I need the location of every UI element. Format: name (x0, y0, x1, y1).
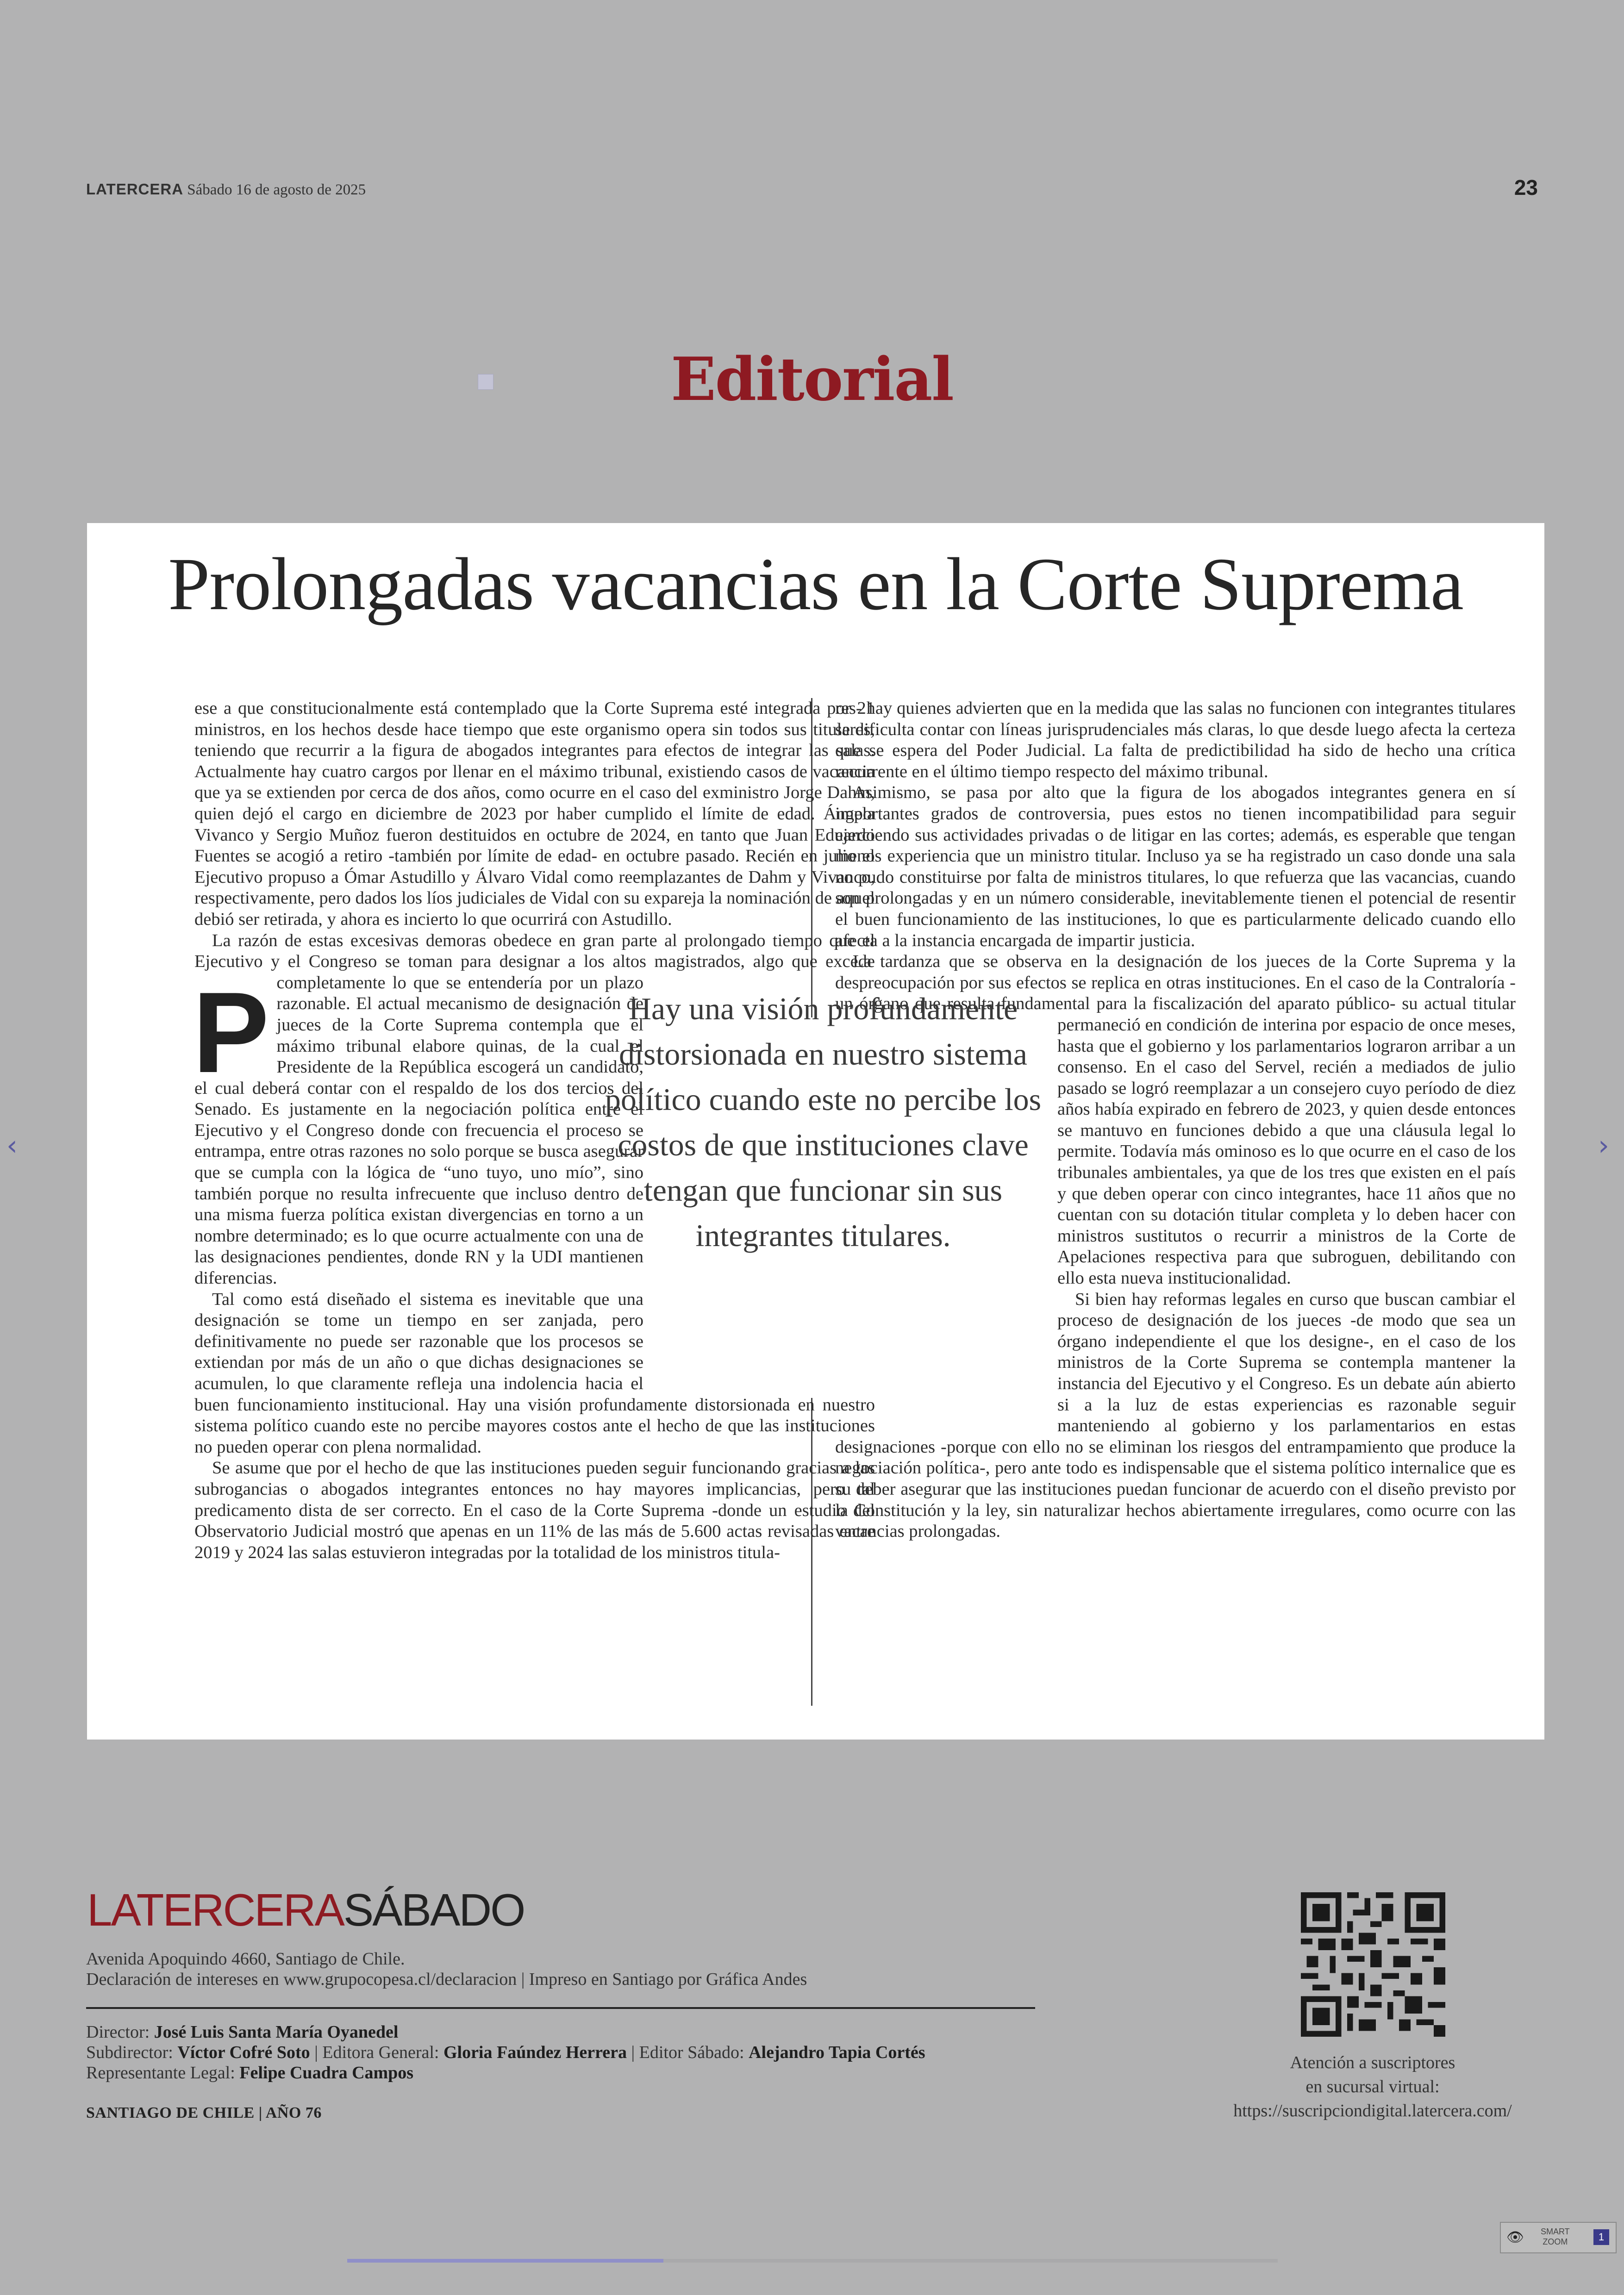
article-paragraph: ese a que constitucionalmente está contemplado que la Corte Suprema esté integrada por 21 ministros, en los hechos desde hace tiempo que este organismo opera sin todos sus titulares, teniendo que recurrir a la figura de abogados integrantes para efectos de integrar las salas. Actualmente hay cuatro cargos por llenar en el máximo tribunal, existiendo casos de vacancia que ya se extienden por cerca de dos años, como ocurre en el caso del exministro Jorge Dahm, quien dejó el cargo en diciembre de 2023 por haber cumplido el límite de edad. Ángela Vivanco y Sergio Muñoz fueron destituidos en octubre de 2024, en tanto que Juan Eduardo Fuentes se acogió a retiro -también por límite de edad- en octubre pasado. Recién en julio el Ejecutivo propuso a Ómar Astudillo y Álvaro Vidal como reemplazantes de Dahm y Vivanco, respectivamente, pero dados los líos judiciales de Vidal con su expareja la nominación de aquel debió ser retirada, y ahora es incierto lo que ocurrirá con Astudillo. (194, 698, 875, 929)
smart-zoom-button[interactable]: 👁 SMART ZOOM 1 (1500, 2222, 1617, 2253)
section-title: Editorial (671, 345, 953, 414)
drop-cap: P (193, 968, 269, 1097)
page-number: 23 (1514, 175, 1538, 200)
qr-code-icon (1301, 1892, 1445, 2037)
pull-quote: Hay una visión profundamente distorsionada en nuestro sistema político cuando este no percibe los costos de que instituciones clave tengan que funcionar sin sus integrantes titulares. (605, 991, 1042, 1253)
reading-progress-bar[interactable] (347, 2259, 1278, 2263)
article-paragraph: La razón de estas excesivas demoras obedece en gran parte al prolongado tiempo que el Ejecutivo y el Congreso se toman para designar a los altos magistrados, algo que excede completamente lo que se entendería por un plazo razonable. El actual mecanismo de designación de jueces de la Corte Suprema contempla que el máximo tribunal elabore quinas, de la cual el Presidente de la República escogerá un candidato, el cual deberá contar con el respaldo de los dos tercios del Senado. Es justamente en la negociación política entre el Ejecutivo y el Congreso donde con frecuencia el proceso se entrampa, entre otras razones no solo porque se busca asegurar que se cumpla con la lógica de “uno tuyo, uno mío”, sino también porque no resulta infrecuente que incluso dentro de una misma fuerza política existan divergencias en torno a un nombre determinado; es lo que ocurre actualmente con una de las designaciones pendientes, donde RN y la UDI mantienen diferencias. (194, 930, 875, 1288)
subscriber-url[interactable]: https://suscripciondigital.latercera.com/ (1233, 2101, 1512, 2120)
masthead-logo: LATERCERASÁBADO (87, 1884, 525, 1935)
article-paragraph: res- hay quienes advierten que en la medida que las salas no funcionen con integrantes titulares se dificulta contar con líneas jurisprudenciales más claras, lo que desde luego afecta la certeza que se espera del Poder Judicial. La falta de predictibilidad ha sido de hecho una crítica recurrente en el último tiempo respecto del máximo tribunal. (835, 698, 1516, 781)
page-header-left (86, 181, 366, 199)
masthead-divider (86, 2007, 1035, 2009)
address-line: Avenida Apoquindo 4660, Santiago de Chile. (86, 1949, 405, 1969)
article-paragraph: Se asume que por el hecho de que las instituciones pueden seguir funcionando gracias a las subrogancias o abogados integrantes entonces no hay mayores implicancias, pero tal predicamento dista de ser correcto. En el caso de la Corte Suprema -donde un estudio del Observatorio Judicial mostró que apenas en un 11% de las más de 5.600 actas revisadas entre 2019 y 2024 las salas estuvieron integradas por la totalidad de los ministros titula- (194, 1458, 875, 1562)
staff-credits: Director: José Luis Santa María Oyanedel Subdirector: Víctor Cofré Soto | Editora General: Gloria Faúndez Herrera | Editor Sábado: Alejandro Tapia Cortés Representante Legal: Felipe Cuadra Campos (86, 2022, 925, 2083)
article-paragraph: Asimismo, se pasa por alto que la figura de los abogados integrantes genera en sí importantes grados de controversia, pues estos no tienen incompatibilidad para seguir ejerciendo sus actividades privadas o de litigar en las cortes; además, es esperable que tengan menos experiencia que un ministro titular. Incluso ya se ha registrado un caso donde una sala no pudo constituirse por falta de ministros titulares, lo que refuerza que las vacancias, cuando son prolongadas y en un número considerable, inevitablemente tienen el potencial de resentir el buen funcionamiento de las instituciones, lo que es particularmente delicado cuando ello afecta a la instancia encargada de impartir justicia. (835, 783, 1516, 950)
subscriber-info: Atención a suscriptores en sucursal virtual: https://suscripciondigital.latercera.com/ (1204, 2051, 1542, 2123)
article-paragraph: Si bien hay reformas legales en curso que buscan cambiar el proceso de designación de los jueces -de modo que sea un órgano independiente el que los designe-, en el caso de los ministros de la Corte Suprema se contempla mantener la instancia del Ejecutivo y el Congreso. Es un debate aún abierto si a la luz de estas experiencias es razonable seguir manteniendo al gobierno y los parlamentarios en estas designaciones -porque con ello no se eliminan los riesgos del entrampamiento que produce la negociación política-, pero ante todo es indispensable que el sistema político internalice que es su deber asegurar que las instituciones puedan funcionar de acuerdo con el diseño previsto por la Constitución y la ley, sin naturalizar hechos abiertamente irregulares, como ocurre con las vacancias prolongadas. (835, 1289, 1516, 1541)
article-paragraph: Tal como está diseñado el sistema es inevitable que una designación se tome un tiempo en ser zanjada, pero definitivamente no puede ser razonable que los procesos se extiendan por más de un año o que dichas designaciones se acumulen, lo que claramente refleja una indolencia hacia el buen funcionamiento institucional. Hay una visión profundamente distorsionada en nuestro sistema político cuando este no percibe mayores costos ante el hecho de que las instituciones no pueden operar con plena normalidad. (194, 1289, 875, 1457)
eye-icon: 👁 (1506, 2230, 1524, 2245)
article-panel (87, 523, 1544, 1740)
article-title: Prolongadas vacancias en la Corte Suprema (168, 543, 1463, 626)
declaration-line: Declaración de intereses en www.grupocopesa.cl/declaracion | Impreso en Santiago por Gráfica Andes (86, 1970, 807, 1989)
zoom-badge: 1 (1593, 2229, 1609, 2245)
header-brand: LATERCERA (86, 181, 184, 198)
city-year: SANTIAGO DE CHILE | AÑO 76 (86, 2104, 322, 2121)
chevron-left-icon[interactable]: ‹ (6, 1129, 18, 1162)
article-paragraph: La tardanza que se observa en la designación de los jueces de la Corte Suprema y la despreocupación por sus efectos se replica en otras instituciones. En el caso de la Contraloría -un órgano que resulta fundamental para la fiscalización del aparato público- su actual titular permaneció en condición de interina por espacio de once meses, hasta que el gobierno y los parlamentarios lograron arribar a un consenso. En el caso del Servel, recién a mediados de julio pasado se logró reemplazar a un consejero cuyo período de diez años había expirado en febrero de 2023, y quien desde entonces se mantuvo en funciones debido a que una cláusula legal lo permite. Todavía más ominoso es lo que ocurre en el caso de los tribunales ambientales, ya que de los tres que existen en el país y que deben operar con cinco integrantes, hace 11 años que no cuentan con su dotación titular completa y lo deben hacer con ministros sustitutos o recurrir a ministros de la Corte de Apelaciones respectiva para que subroguen, debilitando con ello esta nueva institucionalidad. (835, 952, 1516, 1288)
header-date: Sábado 16 de agosto de 2025 (187, 181, 366, 198)
chevron-right-icon[interactable]: › (1598, 1129, 1609, 1162)
masthead-address (86, 1949, 807, 1989)
reading-progress-fill (347, 2259, 663, 2263)
